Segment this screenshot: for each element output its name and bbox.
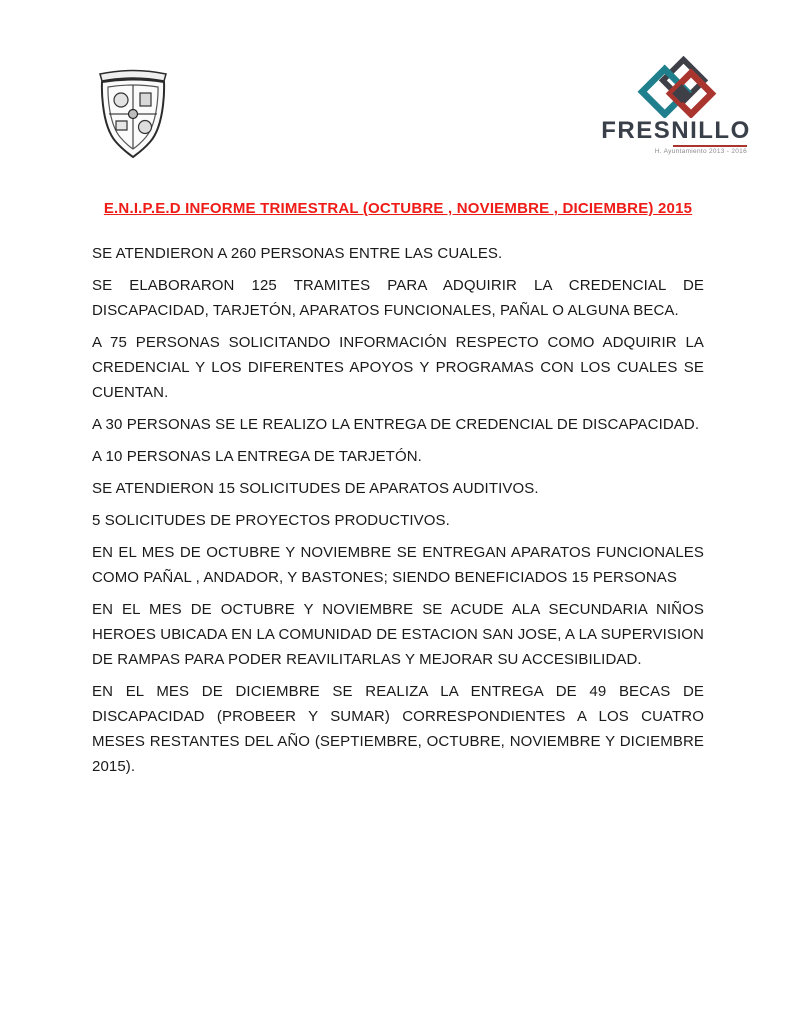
report-title: E.N.I.P.E.D INFORME TRIMESTRAL (OCTUBRE , NOVIEMBRE , DICIEMBRE) 2015 — [103, 200, 693, 217]
report-paragraph: A 10 PERSONAS LA ENTREGA DE TARJETÓN. — [92, 448, 422, 465]
report-paragraph: EN EL MES DE OCTUBRE Y NOVIEMBRE SE ENTREGAN APARATOS FUNCIONALES COMO PAÑAL , ANDADOR, Y BASTONES; SIENDO BENEFICIADOS 15 PERSONAS — [92, 544, 704, 586]
report-paragraph: EN EL MES DE OCTUBRE Y NOVIEMBRE SE ACUDE ALA SECUNDARIA NIÑOS HEROES UBICADA EN LA COMUNIDAD DE ESTACION SAN JOSE, A LA SUPERVISION DE RAMPAS PARA PODER REAVILITARLAS Y MEJORAR SU ACCESIBILIDAD. — [92, 601, 704, 668]
fresnillo-red-rule — [673, 145, 747, 147]
fresnillo-subtext: H. Ayuntamiento 2013 - 2016 — [654, 148, 747, 156]
report-paragraph: A 30 PERSONAS SE LE REALIZO LA ENTREGA DE CREDENCIAL DE DISCAPACIDAD. — [92, 416, 700, 433]
report-paragraph: A 75 PERSONAS SOLICITANDO INFORMACIÓN RESPECTO COMO ADQUIRIR LA CREDENCIAL Y LOS DIFERENTES APOYOS Y PROGRAMAS CON LOS CUALES SE CUENTAN. — [92, 334, 704, 401]
report-content — [92, 200, 704, 786]
report-paragraph: SE ELABORARON 125 TRAMITES PARA ADQUIRIR LA CREDENCIAL DE DISCAPACIDAD, TARJETÓN, APARATOS FUNCIONALES, PAÑAL O ALGUNA BECA. — [92, 277, 704, 319]
fresnillo-wordmark: FRESNILLO — [601, 117, 751, 144]
fresnillo-diamonds-icon — [624, 56, 728, 118]
coat-of-arms-icon — [92, 66, 174, 160]
fresnillo-logo — [601, 56, 751, 155]
municipal-crest-logo — [92, 66, 174, 160]
report-paragraph: SE ATENDIERON 15 SOLICITUDES DE APARATOS AUDITIVOS. — [92, 480, 539, 497]
report-paragraph: EN EL MES DE DICIEMBRE SE REALIZA LA ENTREGA DE 49 BECAS DE DISCAPACIDAD (PROBEER Y SUMAR) CORRESPONDIENTES A LOS CUATRO MESES RESTANTES DEL AÑO (SEPTIEMBRE, OCTUBRE, NOVIEMBRE Y DICIEMBRE 2015). — [92, 683, 704, 775]
report-paragraph: SE ATENDIERON A 260 PERSONAS ENTRE LAS CUALES. — [92, 245, 503, 262]
report-paragraph: 5 SOLICITUDES DE PROYECTOS PRODUCTIVOS. — [92, 512, 450, 529]
